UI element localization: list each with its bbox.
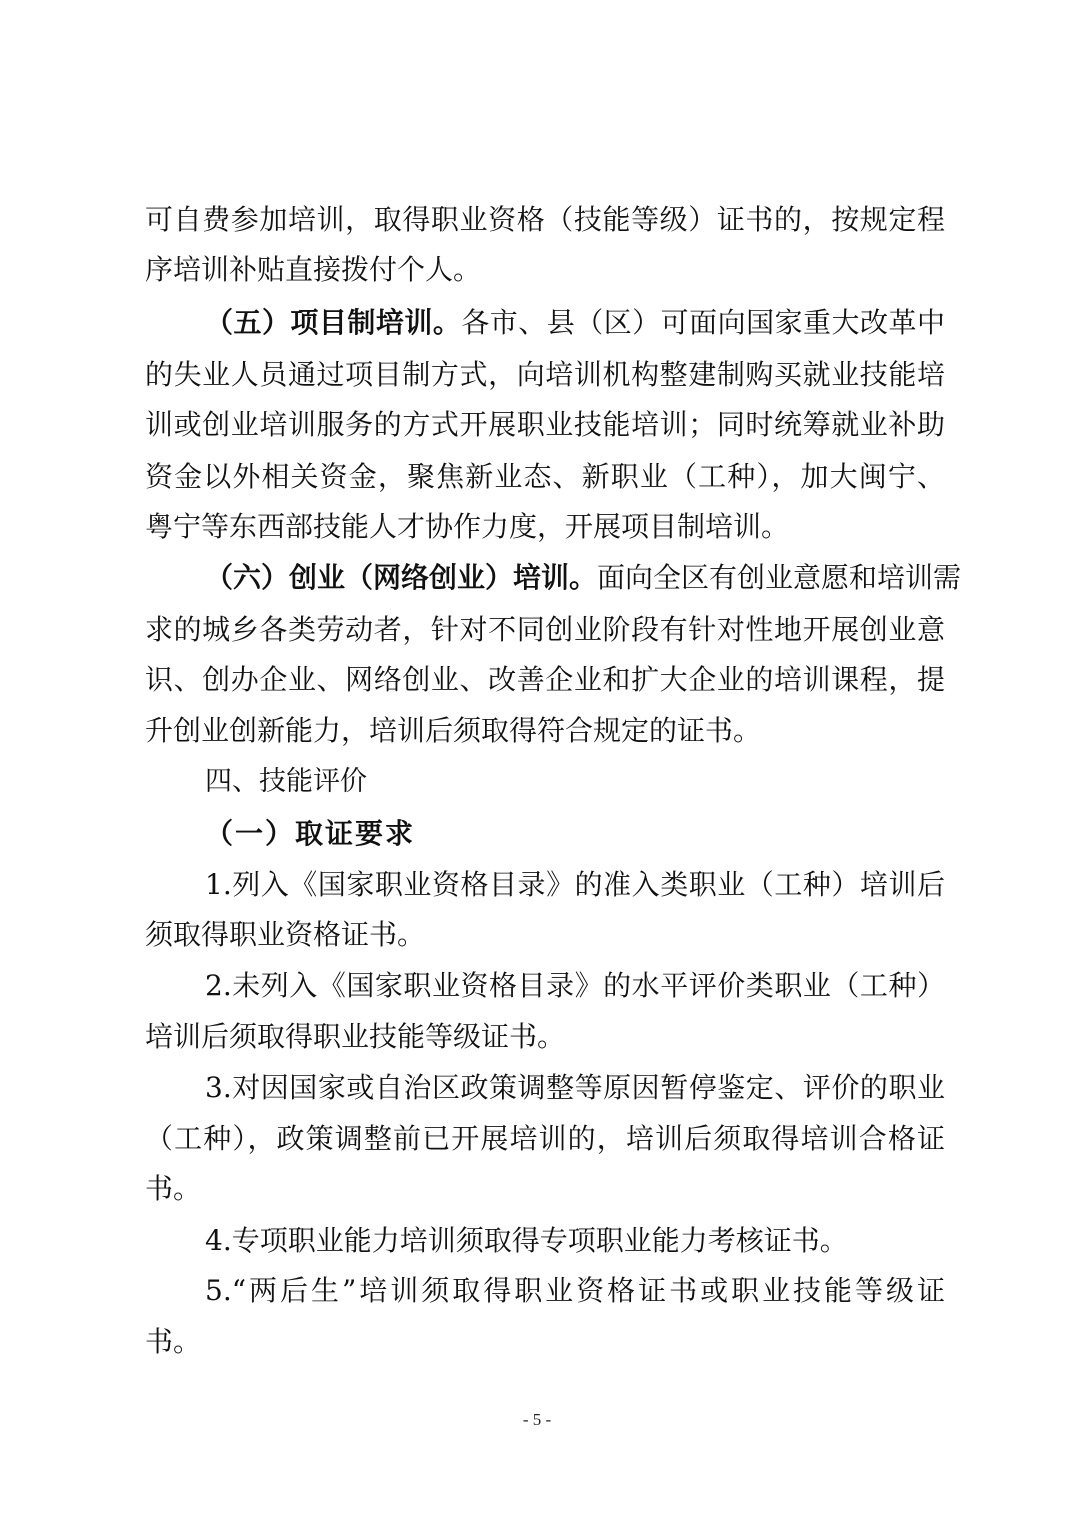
paragraph-line: 3.对因国家或自治区政策调整等原因暂停鉴定、评价的职业 <box>205 1071 945 1104</box>
paragraph-line: 的失业人员通过项目制方式，向培训机构整建制购买就业技能培 <box>145 358 945 391</box>
paragraph-line: 须取得职业资格证书。 <box>145 918 426 951</box>
item-5-heading: （五）项目制培训。 <box>205 306 462 339</box>
item-6-heading: （六）创业（网络创业）培训。 <box>205 561 598 594</box>
paragraph-line: 1.列入《国家职业资格目录》的准入类职业（工种）培训后 <box>205 868 945 901</box>
paragraph-line: 求的城乡各类劳动者，针对不同创业阶段有针对性地开展创业意 <box>145 613 945 646</box>
paragraph-line: 序培训补贴直接拨付个人。 <box>145 253 482 286</box>
subsection-heading: （一）取证要求 <box>205 817 416 850</box>
item-6-text: 面向全区有创业意愿和培训需 <box>597 561 962 594</box>
item-5-text: 各市、县（区）可面向国家重大改革中 <box>461 306 945 339</box>
paragraph-line: 2.未列入《国家职业资格目录》的水平评价类职业（工种） <box>205 969 945 1002</box>
paragraph-line: 训或创业培训服务的方式开展职业技能培训；同时统筹就业补助 <box>145 408 945 441</box>
page-number: - 5 - <box>522 1410 552 1429</box>
paragraph-line: 升创业创新能力，培训后须取得符合规定的证书。 <box>145 714 762 747</box>
paragraph-line-item-5 <box>205 303 945 343</box>
paragraph-line: 书。 <box>145 1325 202 1358</box>
paragraph-line: 4.专项职业能力培训须取得专项职业能力考核证书。 <box>205 1224 848 1257</box>
paragraph-line: 可自费参加培训，取得职业资格（技能等级）证书的，按规定程 <box>145 203 945 236</box>
paragraph-line: 识、创办企业、网络创业、改善企业和扩大企业的培训课程，提 <box>145 663 945 696</box>
paragraph-line: 资金以外相关资金，聚焦新业态、新职业（工种），加大闽宁、 <box>145 460 945 493</box>
paragraph-line: （工种），政策调整前已开展培训的，培训后须取得培训合格证 <box>145 1122 945 1155</box>
paragraph-line-item-6 <box>205 558 962 598</box>
paragraph-line: 培训后须取得职业技能等级证书。 <box>145 1020 566 1053</box>
paragraph-line: 5.“两后生”培训须取得职业资格证书或职业技能等级证 <box>205 1274 945 1307</box>
section-heading: 四、技能评价 <box>205 766 367 797</box>
paragraph-line: 书。 <box>145 1172 202 1205</box>
paragraph-line: 粤宁等东西部技能人才协作力度，开展项目制培训。 <box>145 510 790 543</box>
